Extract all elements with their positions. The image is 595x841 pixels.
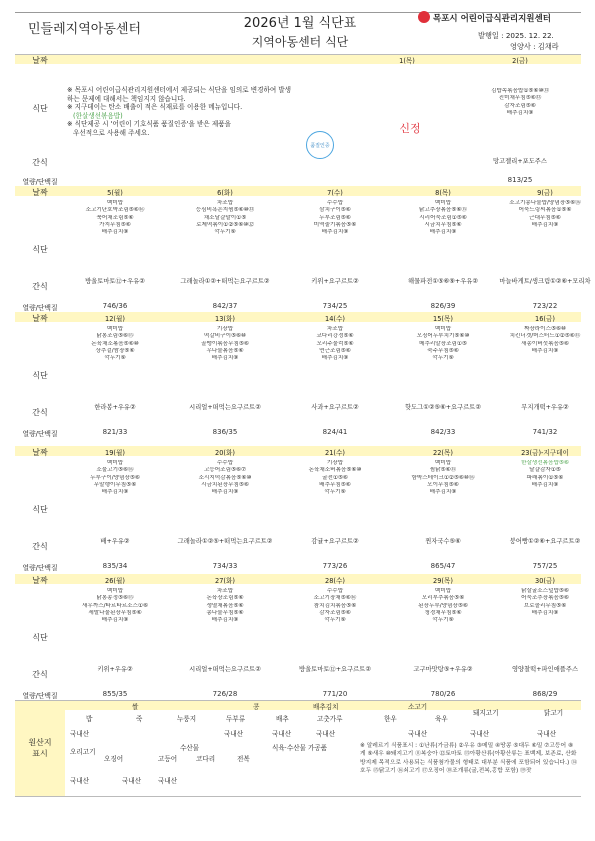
menu-item: 고등어조림⑤⑥⑦ xyxy=(203,467,247,474)
nutrition-value: 771/20 xyxy=(322,690,348,698)
menu-item: 세발나물된장무침⑤⑥ xyxy=(88,609,142,616)
dietitian: 영양사 : 김채라 xyxy=(510,42,559,51)
menu-item: 찜닭⑤⑥⑮ xyxy=(429,467,457,474)
menu-item: 시금치무침⑤⑥ xyxy=(424,221,462,228)
notice-line: 우선적으로 사용해 주세요. xyxy=(73,128,150,137)
snack-label: 간식 xyxy=(32,408,48,417)
day-header: 29(목) xyxy=(433,577,453,585)
menu-item: 배추김치⑨ xyxy=(506,109,534,116)
origin-value: 국내산 xyxy=(158,777,178,785)
day-header: 27(화) xyxy=(215,577,235,585)
menu-item: 배추김치⑨ xyxy=(101,489,129,496)
origin-header: 오리고기 xyxy=(70,748,96,756)
menu-item: 깍두기⑨ xyxy=(432,355,454,362)
menu-item: 백미밥 xyxy=(434,326,452,332)
quality-cert-icon xyxy=(306,131,334,159)
nutrition-value: 773/26 xyxy=(322,562,348,570)
menu-item: 두부구이/양념장⑤⑥ xyxy=(90,474,140,481)
menu-item: 깍두기⑨ xyxy=(214,229,236,236)
menu-item: 등심비욕은지찜⑤⑥⑩⑬ xyxy=(195,207,255,214)
notice-line: ※ 목포시 어린이급식관리지원센터에서 제공되는 식단을 임의로 변경하여 발생 xyxy=(67,86,292,94)
page-title: 2026년 1월 식단표 xyxy=(243,16,357,31)
menu-item: 감자조림⑤⑥ xyxy=(319,609,351,616)
day-header: 21(수) xyxy=(325,449,345,457)
date-label: 날짜 xyxy=(32,576,48,585)
menu-item: 돈육장조림⑤⑥ xyxy=(206,595,244,602)
menu-item: 백미밥 xyxy=(106,588,124,594)
page-subtitle: 지역아동센터 식단 xyxy=(251,35,349,49)
menu-item: 달걀감자①⑤ xyxy=(529,467,561,474)
notice xyxy=(67,86,357,138)
issue-date: 발행일 : 2025. 12. 22. xyxy=(478,31,554,40)
date-label: 날짜 xyxy=(32,56,48,65)
meal-label: 식단 xyxy=(32,371,48,380)
menu-item: 닭살굴소스덮밥⑤⑥ xyxy=(521,588,569,594)
nutrition-value: 813/25 xyxy=(507,176,533,184)
menu-item: 생멸채볶음⑤⑥ xyxy=(206,602,244,609)
origin-header: 수산물 xyxy=(180,744,200,752)
meal-cell xyxy=(285,460,385,496)
snack-cell: 그래놀라①②⑤+떠먹는요구르트② xyxy=(177,538,273,545)
snack-cell: 한라봉+우유② xyxy=(94,404,136,411)
snack-cell: 키위+우유② xyxy=(97,666,133,673)
day-header: 16(금) xyxy=(535,315,555,323)
menu-item: 소고기콩나물밥/양념장⑤⑥⑯ xyxy=(509,200,581,206)
meal-cell xyxy=(393,588,493,624)
origin-subheader: 전복 xyxy=(237,755,250,763)
org-logo-icon xyxy=(418,11,430,23)
menu-item: 한살생선볶음밥⑤⑥ xyxy=(521,460,569,466)
snack-cell: 핫도그①②⑤⑥+요구르트② xyxy=(404,404,482,411)
menu-item: 닭고추장볶음⑤⑥⑮ xyxy=(418,207,468,214)
day-header: 12(월) xyxy=(105,315,125,323)
date-label: 날짜 xyxy=(32,448,48,457)
menu-item: 브로콜리무침⑤⑥ xyxy=(523,602,567,609)
meal-cell xyxy=(65,200,165,236)
menu-item: 시금치된장무침⑤⑥ xyxy=(201,481,249,488)
day-header: 1(목) xyxy=(399,57,415,65)
menu-item: 삼치구이⑤⑥ xyxy=(319,207,351,214)
menu-item: 수수밥 xyxy=(216,460,234,466)
menu-item: 소불고기⑤⑥⑯ xyxy=(96,467,134,474)
day-header: 22(목) xyxy=(433,449,453,457)
menu-item: 오리부추볶음⑤⑥ xyxy=(421,595,465,602)
nutrition-value: 835/34 xyxy=(102,562,128,570)
menu-item: 배추김치⑨ xyxy=(531,481,559,488)
meal-cell xyxy=(465,88,575,117)
menu-item: 배추김치⑨ xyxy=(321,355,349,362)
snack-cell: 망고젤리+포도주스 xyxy=(493,158,547,165)
menu-item: 우나물볶음⑤⑥ xyxy=(206,347,244,354)
origin-subheader: 코다리 xyxy=(196,755,216,763)
day-header: 23(금)-지구데이 xyxy=(521,449,569,457)
menu-item: 차조밥 xyxy=(216,200,234,206)
menu-item: 파래볶이①⑤⑥ xyxy=(526,474,564,481)
menu-item: 백미밥 xyxy=(434,588,452,594)
nutrition-value: 842/33 xyxy=(430,428,456,436)
origin-subheader: 한우 xyxy=(384,715,397,723)
origin-subheader: 두부류 xyxy=(226,715,246,723)
meal-label: 식단 xyxy=(32,633,48,642)
origin-value: 국내산 xyxy=(70,730,90,738)
nutrition-value: 836/35 xyxy=(212,428,238,436)
menu-item: 짜장라이스⑤⑥⑩ xyxy=(523,326,567,332)
meal-cell xyxy=(393,200,493,236)
menu-item: 닭봉조림⑤⑥⑮ xyxy=(96,333,134,340)
menu-item: 소고기장채⑤⑥⑯ xyxy=(313,595,357,602)
menu-item: 백미밥 xyxy=(106,460,124,466)
nutrition-value: 855/35 xyxy=(102,690,128,698)
snack-cell: 시리얼+떠먹는요구르트② xyxy=(189,404,261,411)
menu-item: 소고기단호박조림⑤⑥⑯ xyxy=(85,207,145,214)
nutrition-value: 865/47 xyxy=(430,562,456,570)
snack-cell: 사과+요구르트② xyxy=(311,404,359,411)
meal-cell xyxy=(490,460,595,489)
origin-subheader: 육우 xyxy=(435,715,448,723)
menu-item: 차조밥 xyxy=(216,588,234,594)
meal-cell xyxy=(175,326,275,362)
snack-label: 간식 xyxy=(32,542,48,551)
menu-item: 기장밥 xyxy=(216,326,234,332)
meal-cell xyxy=(393,326,493,362)
menu-item: 배추김치⑨ xyxy=(211,617,239,624)
day-header: 5(월) xyxy=(107,189,123,197)
menu-item: 청경채무침⑤⑥ xyxy=(424,609,462,616)
menu-item: 백미밥 xyxy=(106,326,124,332)
menu-item: 배추김치⑨ xyxy=(531,221,559,228)
snack-label: 간식 xyxy=(32,282,48,291)
menu-item: 백미밥 xyxy=(106,200,124,206)
menu-item: 메추리알장조림①⑤ xyxy=(419,340,467,347)
menu-item: 오리주물럭⑤⑥ xyxy=(316,340,354,347)
menu-item: 백미밥 xyxy=(434,460,452,466)
snack-cell: 무지개떡+우유② xyxy=(521,404,569,411)
menu-item: 감자조림⑤⑥ xyxy=(504,102,536,109)
origin-value: 국내산 xyxy=(122,777,142,785)
meal-cell xyxy=(175,460,275,496)
origin-value: 국내산 xyxy=(316,730,336,738)
menu-item: 굴전①⑤⑥ xyxy=(322,474,348,481)
origin-header: 소고기 xyxy=(408,703,428,711)
snack-cell: 배+우유② xyxy=(100,538,130,545)
day-header: 6(화) xyxy=(217,189,233,197)
origin-header: 닭고기 xyxy=(544,709,564,717)
meal-label: 식단 xyxy=(32,505,48,514)
menu-item: 북어채조림⑤⑥ xyxy=(96,214,134,221)
day-header: 2(금) xyxy=(512,57,528,65)
nutrition-value: 757/25 xyxy=(532,562,558,570)
menu-item: 두부조림⑤⑥ xyxy=(319,214,351,221)
nutrition-value: 723/22 xyxy=(532,302,558,310)
origin-value: 국내산 xyxy=(537,730,557,738)
menu-item: 시리어묵조림①⑤⑥ xyxy=(419,214,467,221)
nutrition-value: 780/26 xyxy=(430,690,456,698)
meal-cell xyxy=(175,200,275,236)
snack-label: 간식 xyxy=(32,670,48,679)
origin-header: 돼지고기 xyxy=(473,709,499,717)
nutrition-value: 868/29 xyxy=(532,690,558,698)
menu-item: 함박스테이크①②⑤⑥⑩⑯ xyxy=(411,474,475,481)
nutrition-value: 746/36 xyxy=(102,302,128,310)
snack-cell: 고구마맛탕⑤+우유② xyxy=(413,666,473,673)
snack-cell: 감귤+요구르트② xyxy=(311,538,359,545)
menu-item: 깍두기⑨ xyxy=(104,355,126,362)
notice-line: ※ 지구데이는 탄소 배출이 적은 식재료를 이용한 메뉴입니다. xyxy=(67,103,243,112)
menu-item: 오징어두부치기⑤⑥⑩ xyxy=(416,333,470,340)
snack-cell: 영양찰떡+파인애플주스 xyxy=(511,666,579,673)
menu-item: 배추김치⑨ xyxy=(531,609,559,616)
menu-item: 치킨너겟/머스터드①②⑤⑥⑮ xyxy=(509,333,581,340)
menu-item: 기장밥 xyxy=(326,460,344,466)
day-header: 13(화) xyxy=(215,315,235,323)
origin-value: 국내산 xyxy=(408,730,428,738)
menu-item: 참치김치볶음⑤⑥ xyxy=(313,602,357,609)
day-header: 15(목) xyxy=(433,315,453,323)
menu-item: 미역줄기볶음⑤⑥ xyxy=(313,221,357,228)
menu-item: 무말랭이무침⑤⑥ xyxy=(93,481,137,488)
meal-cell xyxy=(285,200,385,236)
menu-item: 돈육채소볶음⑤⑥⑩ xyxy=(91,340,139,347)
meal-cell xyxy=(175,588,275,624)
meal-cell xyxy=(65,588,165,624)
origin-subheader: 밥 xyxy=(86,715,93,723)
snack-cell: 찐자국수⑤⑥ xyxy=(425,538,461,545)
nutrition-value: 821/33 xyxy=(102,428,128,436)
origin-header: 쌀 xyxy=(132,703,139,711)
menu-item: 코다리강정⑤⑥ xyxy=(316,333,354,340)
menu-item: 채소달걀말이①⑤ xyxy=(203,214,247,221)
menu-item: 근대무침⑤⑥ xyxy=(529,214,561,221)
meal-cell xyxy=(490,200,595,229)
origin-value: 국내산 xyxy=(224,730,244,738)
menu-item: 숙주무침⑤⑥ xyxy=(427,347,459,354)
menu-item: 깍두기⑨ xyxy=(324,617,346,624)
menu-item: 어묵드링씨볶음①⑤⑥ xyxy=(518,207,572,214)
menu-item: 수수밥 xyxy=(326,200,344,206)
menu-item: 깍두기⑨ xyxy=(324,489,346,496)
nutrition-value: 741/32 xyxy=(532,428,558,436)
menu-item: 연근조림⑤⑥ xyxy=(319,347,351,354)
menu-item: 배추무침⑤⑥ xyxy=(319,481,351,488)
origin-header: 콩 xyxy=(253,703,260,711)
menu-item: 오이무침⑤⑥ xyxy=(427,481,459,488)
date-label: 날짜 xyxy=(32,314,48,323)
meal-label: 식단 xyxy=(32,245,48,254)
nutrition-label: 열량/단백질 xyxy=(22,430,58,438)
menu-item: 새우까스/타르타르소스①⑥ xyxy=(82,602,148,609)
nutrition-value: 734/33 xyxy=(212,562,238,570)
day-header: 19(월) xyxy=(105,449,125,457)
menu-item: 된장두부/양념장⑤⑥ xyxy=(418,602,468,609)
menu-item: 상추겉/쌈장⑤⑥ xyxy=(95,347,135,354)
menu-item: 배추김치⑨ xyxy=(321,229,349,236)
date-label: 날짜 xyxy=(32,188,48,197)
snack-cell: 키위+요구르트② xyxy=(311,278,359,285)
menu-item: 김밥속볶음밥①⑤⑥⑩⑬ xyxy=(490,88,550,94)
menu-item: 소시지떡감볶음⑤⑥⑩ xyxy=(198,474,252,481)
meal-cell xyxy=(490,588,595,617)
menu-item: 배추김치⑨ xyxy=(429,229,457,236)
origin-label: 원산지 표시 xyxy=(28,738,52,758)
menu-item: 새송이버섯볶음⑤⑥ xyxy=(521,340,569,347)
menu-item: 차조밥 xyxy=(326,326,344,332)
snack-cell: 붕어빵①②⑥+요구르트② xyxy=(509,538,581,545)
menu-item: 배추김치⑨ xyxy=(211,489,239,496)
nutrition-value: 826/39 xyxy=(430,302,456,310)
nutrition-label: 열량/단백질 xyxy=(22,304,58,312)
meal-cell xyxy=(285,326,385,362)
day-header: 30(금) xyxy=(535,577,555,585)
nutrition-value: 842/37 xyxy=(212,302,238,310)
day-header: 26(월) xyxy=(105,577,125,585)
origin-value: 국내산 xyxy=(272,730,292,738)
meal-cell xyxy=(490,326,595,355)
meal-cell xyxy=(65,326,165,362)
meal-cell xyxy=(285,588,385,624)
cert-label: 품질인증 xyxy=(310,142,330,149)
nutrition-value: 726/28 xyxy=(212,690,238,698)
allergy-legend: ※ 알레르기 식품표시 : ①난류(가금류) ②우유 ③메밀 ④땅콩 ⑤대두 ⑥밀 ⑦고등어 ⑧게 ⑨새우 ⑩돼지고기 ⑪복숭아 ⑫토마토 ⑬아황산류(아황산류는 표백제, 보존료, 산화방지제 목적으로 사용되는 식품첨가물의 형태로 대부분 식품에 포함되어 있습니다.) ⑭호두 ⑮닭고기 ⑯쇠고기 ⑰오징어 ⑱조개류(굴,전복,홍합 포함) ⑲잣 xyxy=(360,743,577,775)
notice-line: (한살생선볶음밥) xyxy=(73,111,123,120)
origin-header: 식육·수산물 가공품 xyxy=(272,744,328,752)
origin-header: 배추김치 xyxy=(313,703,339,711)
nutrition-value: 824/41 xyxy=(322,428,348,436)
menu-item: 가지무침⑤⑥ xyxy=(99,221,131,228)
menu-item: 돈육채소버볶음⑤⑥⑩ xyxy=(308,467,362,474)
nutrition-value: 734/25 xyxy=(322,302,348,310)
day-header: 8(목) xyxy=(435,189,451,197)
day-header: 7(수) xyxy=(327,189,343,197)
menu-item: 배추김치⑨ xyxy=(429,489,457,496)
meal-cell xyxy=(65,460,165,496)
snack-cell: 그래놀라①②+떠먹는요구르트② xyxy=(180,278,270,285)
nutrition-label: 열량/단백질 xyxy=(22,178,58,186)
notice-line: 하는 문제에 대해서는 책임지지 않습니다. xyxy=(67,94,186,103)
origin-value: 국내산 xyxy=(470,730,490,738)
day-header: 20(화) xyxy=(215,449,235,457)
menu-item: 배추김치⑨ xyxy=(531,347,559,354)
origin-subheader: 고등어 xyxy=(158,755,178,763)
menu-item: 배추김치⑨ xyxy=(211,355,239,362)
menu-item: 콩나물무침⑤⑥ xyxy=(206,609,244,616)
notice-line: ※ 식단제공 시 '어린이 기호식품 품질인증'을 받은 제품을 xyxy=(67,120,231,129)
origin-subheader: 오징어 xyxy=(104,755,124,763)
nutrition-label: 열량/단백질 xyxy=(22,564,58,572)
nutrition-label: 열량/단백질 xyxy=(22,692,58,700)
snack-cell: 방울토마토⑫+우유② xyxy=(85,278,145,285)
menu-item: 깍두기⑨ xyxy=(432,617,454,624)
menu-item: 백미밥 xyxy=(434,200,452,206)
origin-subheader: 배추 xyxy=(276,715,289,723)
meal-label: 식단 xyxy=(32,104,48,113)
menu-item: 로제떡볶이①②⑤⑥⑩⑫ xyxy=(196,221,254,228)
center-name: 민들레지역아동센터 xyxy=(28,22,142,37)
origin-value: 국내산 xyxy=(70,777,90,785)
org-name: 목포시 어린이급식관리지원센터 xyxy=(433,14,551,24)
menu-item: 진미채무침⑤⑥⑬ xyxy=(498,95,542,102)
meal-cell xyxy=(393,460,493,496)
day-header: 14(수) xyxy=(325,315,345,323)
origin-subheader: 죽 xyxy=(136,715,143,723)
origin-subheader: 고춧가루 xyxy=(317,715,343,723)
menu-item: 떡갈비구이⑤⑥⑩ xyxy=(203,333,247,340)
menu-item: 골뱅이볶음무침⑤⑥ xyxy=(201,340,249,347)
day-header: 9(금) xyxy=(537,189,553,197)
origin-subheader: 누룽지 xyxy=(177,715,197,723)
snack-cell: 시리얼+떠먹는요구르트② xyxy=(189,666,261,673)
snack-cell: 해물파전①⑤⑥⑨+우유② xyxy=(408,278,478,285)
snack-cell: 방울토마토⑫+요구르트② xyxy=(299,666,371,673)
menu-item: 수수밥 xyxy=(326,588,344,594)
snack-label: 간식 xyxy=(32,158,48,167)
menu-item: 어묵조추장볶음⑤⑥ xyxy=(521,595,569,602)
holiday-label: 신정 xyxy=(399,122,421,135)
menu-item: 닭봉송정⑤⑥⑮ xyxy=(96,595,134,602)
day-header: 28(수) xyxy=(325,577,345,585)
snack-cell: 마늘바게트/생크림①②⑥+모리차 xyxy=(499,278,591,285)
menu-item: 배추김치⑨ xyxy=(101,617,129,624)
menu-item: 배추김치⑨ xyxy=(101,229,129,236)
